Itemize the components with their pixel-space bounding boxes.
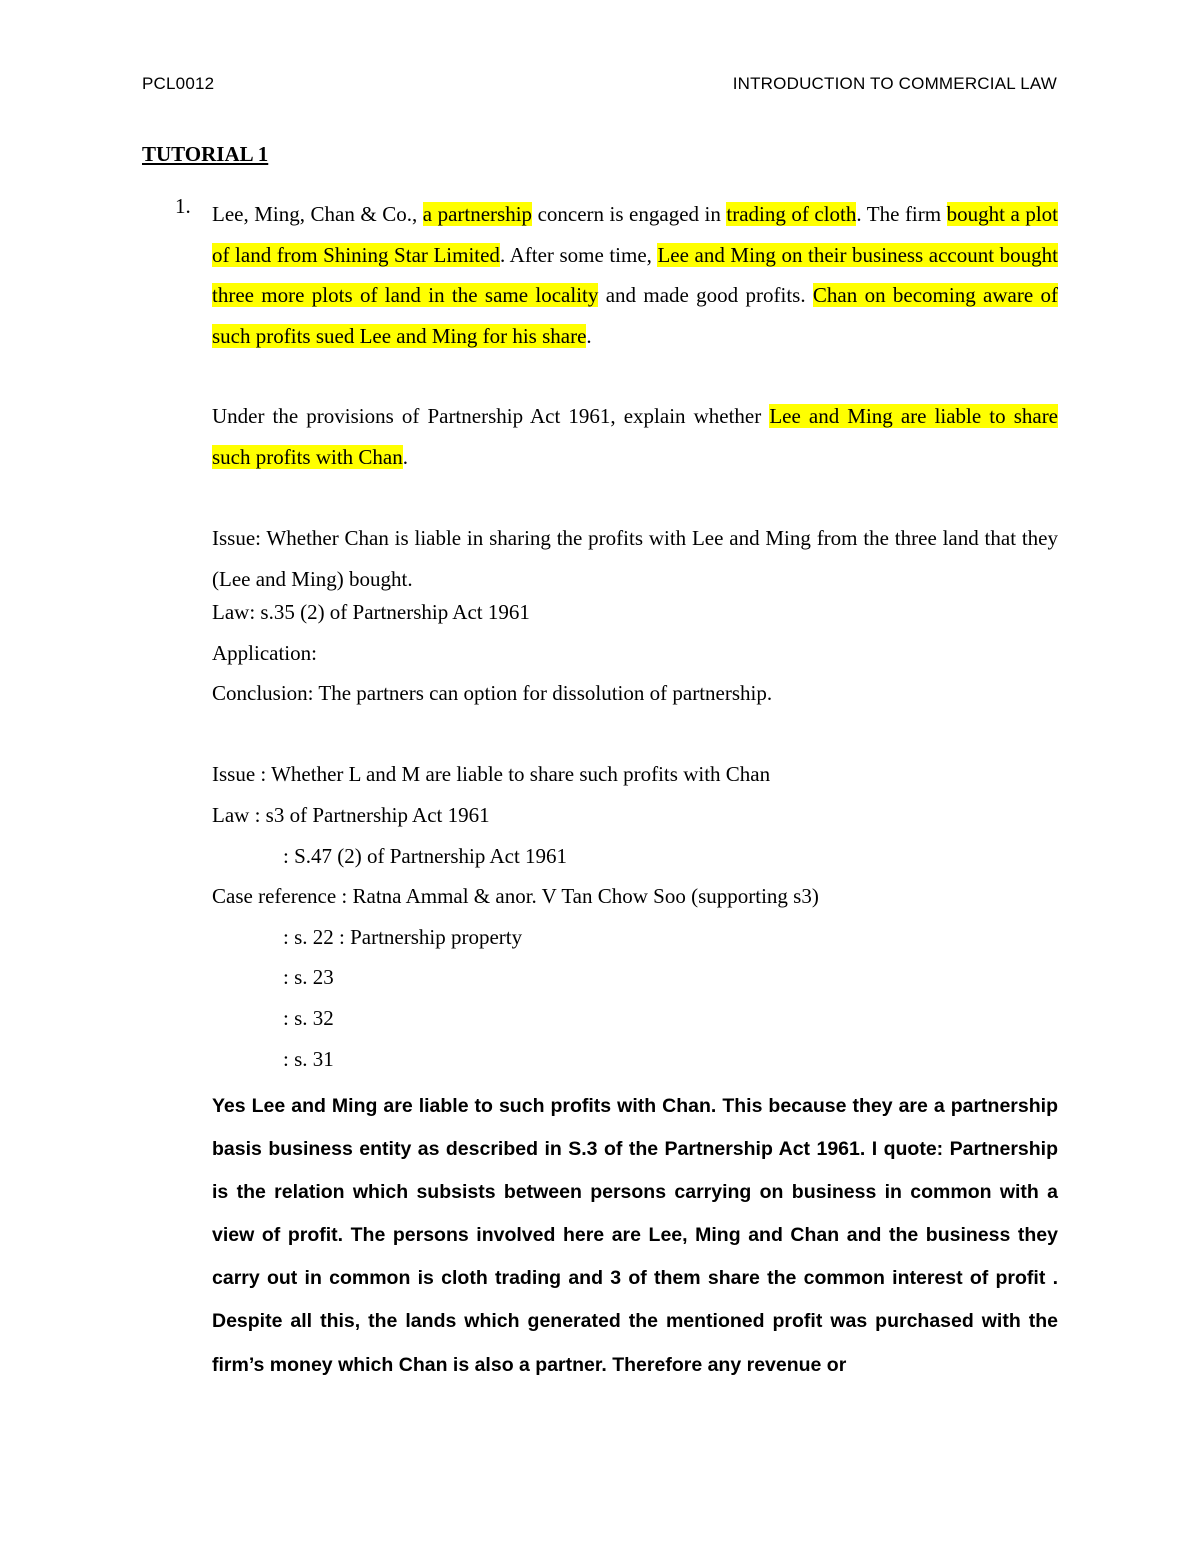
question-highlight: trading of cloth [726, 202, 857, 226]
question-segment: Lee, Ming, Chan & Co., [212, 202, 423, 226]
question-highlight: Chan on becoming aware of such profits sued Lee and Ming for his share [212, 283, 1058, 349]
irac1-issue: Issue: Whether Chan is liable in sharing the profits with Lee and Ming from the three land that they (Lee and Ming) bought. [212, 526, 1058, 591]
page-header [142, 74, 1057, 100]
question-segment: Under the provisions of Partnership Act 1961, explain whether [212, 404, 770, 428]
question-segment: . After some time, [499, 242, 658, 267]
question-segment: and made good profits. [598, 283, 813, 308]
irac2-law-2: : S.47 (2) of Partnership Act 1961 [283, 844, 568, 868]
irac2-ref-item: : s. 23 [283, 965, 334, 989]
irac2-issue: Issue : Whether L and M are liable to share such profits with Chan [212, 762, 771, 786]
course-title: INTRODUCTION TO COMMERCIAL LAW [732, 74, 1057, 93]
irac2-case-reference: Case reference : Ratna Ammal & anor. V Tan Chow Soo (supporting s3) [212, 884, 819, 908]
question-number: 1. [175, 194, 191, 218]
irac2-law: Law : s3 of Partnership Act 1961 [212, 803, 490, 827]
irac2-ref-item: : s. 31 [283, 1047, 334, 1071]
answer-paragraph: Yes Lee and Ming are liable to such profits with Chan. This because they are a partnership basis business entity as described in S.3 of the Partnership Act 1961. I quote: Partnership is the relation which subsists between persons carrying on business in common with a view of profit. The persons involved here are Lee, Ming and Chan and the business they carry out in common is cloth trading and 3 of them share the common interest of profit . Despite all this, the lands which generated the mentioned profit was purchased with the firm’s money which Chan is also a partner. Therefore any revenue or [212, 1095, 1058, 1376]
question-segment: concern is engaged in [532, 202, 727, 226]
irac2-ref-item: : s. 22 : Partnership property [283, 925, 523, 949]
question-highlight: Lee and Ming on their business account bought three more plots of land in the same locality [212, 242, 1058, 308]
question-highlight: a partnership [422, 202, 533, 226]
question-segment: . [402, 444, 408, 469]
irac1-conclusion: Conclusion: The partners can option for dissolution of partnership. [212, 681, 773, 705]
question-segment: . The firm [856, 202, 947, 226]
question-highlight: bought a plot of land from Shining Star Limited [212, 202, 1058, 267]
irac2-ref-item: : s. 32 [283, 1006, 334, 1030]
question-segment: . [586, 324, 592, 349]
irac1-application: Application: [212, 641, 317, 665]
irac1-law: Law: s.35 (2) of Partnership Act 1961 [212, 600, 530, 624]
question-text [212, 194, 1058, 357]
course-code: PCL0012 [142, 74, 215, 93]
question-prompt [212, 396, 1058, 477]
question-highlight: Lee and Ming are liable to share such profits with Chan [212, 404, 1059, 469]
tutorial-title: TUTORIAL 1 [142, 142, 269, 166]
